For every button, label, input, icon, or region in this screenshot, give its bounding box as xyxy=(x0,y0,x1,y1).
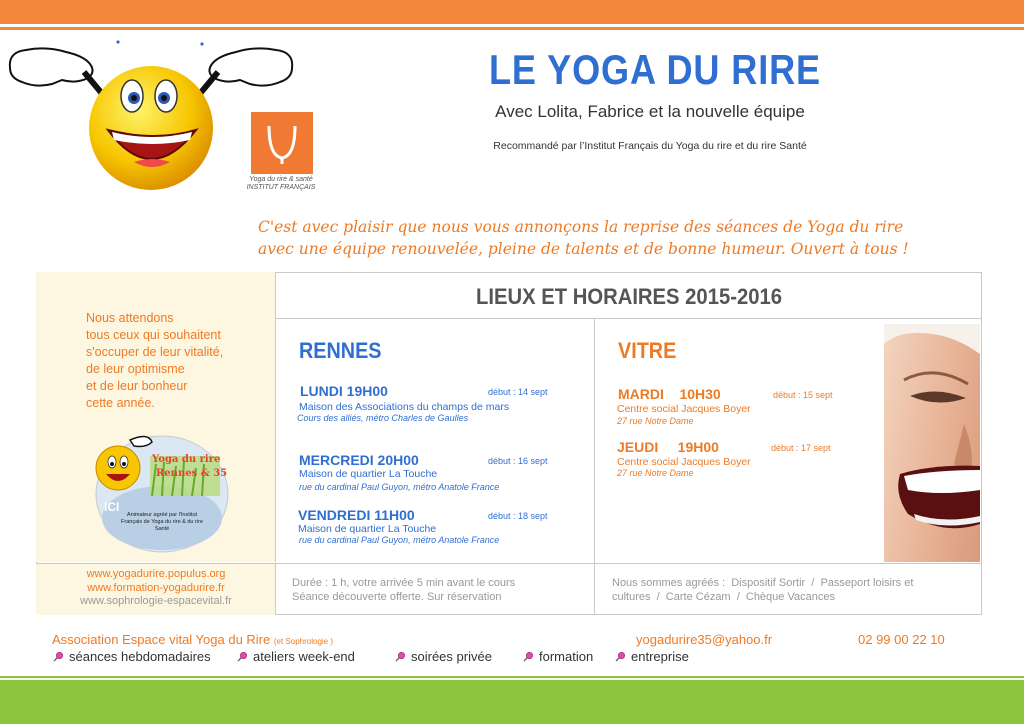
session-start: début : 17 sept xyxy=(771,443,831,453)
session-place: Centre social Jacques Boyer xyxy=(617,456,751,468)
top-orange-line xyxy=(0,27,1024,30)
link-populus[interactable]: www.yogadurire.populus.org xyxy=(86,568,226,580)
session-street: 27 rue Notre Dame xyxy=(617,468,694,478)
activity-label: entreprise xyxy=(631,649,689,664)
activity-label: soirées privée xyxy=(411,649,492,664)
duration-line-1: Durée : 1 h, votre arrivée 5 min avant le cours xyxy=(292,577,516,589)
laughing-face-icon xyxy=(884,324,980,562)
contact-phone[interactable]: 02 99 00 22 10 xyxy=(858,632,945,647)
session-slot: JEUDI 19H00 xyxy=(617,439,719,455)
approvals-line-2: cultures / Carte Cézam / Chèque Vacances xyxy=(612,591,835,603)
pin-icon xyxy=(52,651,64,663)
web-links xyxy=(36,568,276,609)
activity-label: séances hebdomadaires xyxy=(69,649,211,664)
welcome-line: et de leur bonheur xyxy=(86,379,188,393)
session-place: Maison des Associations du champs de mars xyxy=(299,401,510,413)
activity-item xyxy=(614,649,689,664)
activity-label: ateliers week-end xyxy=(253,649,355,664)
duration-line-2: Séance découverte offerte. Sur réservation xyxy=(292,591,502,603)
divider xyxy=(276,318,982,319)
session-slot: MERCREDI 20H00 xyxy=(299,452,419,468)
schedule-title: LIEUX ET HORAIRES 2015-2016 xyxy=(476,284,782,309)
intro-line-2: avec une équipe renouvelée, pleine de talents et de bonne humeur. Ouvert à tous ! xyxy=(258,240,909,258)
link-sophrologie[interactable]: www.sophrologie-espacevital.fr xyxy=(80,595,232,607)
session-place: Maison de quartier La Touche xyxy=(299,468,438,480)
activity-item xyxy=(52,649,211,664)
session-place: Maison de quartier La Touche xyxy=(298,523,437,535)
badge-emblem-icon xyxy=(90,428,230,554)
pin-icon xyxy=(394,651,406,663)
welcome-line: s'occuper de leur vitalité, xyxy=(86,345,224,359)
activity-item xyxy=(522,649,593,664)
rennes-badge xyxy=(90,428,230,554)
contact-email[interactable]: yogadurire35@yahoo.fr xyxy=(636,632,773,647)
session-street: rue du cardinal Paul Guyon, métro Anatole France xyxy=(299,482,500,492)
institut-logo xyxy=(246,110,316,196)
session-start: début : 18 sept xyxy=(488,511,548,521)
city-vitre: VITRE xyxy=(618,338,677,363)
welcome-line: Nous attendons xyxy=(86,311,174,325)
logo-caption-1: Yoga du rire & santé xyxy=(249,176,313,183)
intro-line-1: C'est avec plaisir que nous vous annonçons la reprise des séances de Yoga du rire xyxy=(258,218,904,236)
welcome-line: de leur optimisme xyxy=(86,362,185,376)
activity-label: formation xyxy=(539,649,594,664)
badge-text: Animateur agréé par l'Institut Français de Yoga du rire & du rire Santé xyxy=(121,512,203,532)
link-formation[interactable]: www.formation-yogadurire.fr xyxy=(87,581,225,594)
badge-subtitle: Rennes & 35 xyxy=(156,468,228,479)
divider xyxy=(594,318,595,563)
approvals-line-1: Nous sommes agréés : Dispositif Sortir / Passeport loisirs et xyxy=(612,577,914,589)
yoga-y-icon xyxy=(263,122,301,166)
city-rennes: RENNES xyxy=(299,338,382,363)
laughing-woman-photo xyxy=(884,324,980,562)
welcome-line: cette année. xyxy=(86,396,155,410)
session-start: début : 16 sept xyxy=(488,456,548,466)
session-street: Cours des alliés, métro Charles de Gaulles xyxy=(297,413,469,423)
page-subtitle: Avec Lolita, Fabrice et la nouvelle équipe xyxy=(495,102,805,121)
activity-item xyxy=(236,649,355,664)
session-slot: VENDREDI 11H00 xyxy=(298,507,415,523)
recommendation-text: Recommandé par l’Institut Français du Yoga du rire et du rire Santé xyxy=(493,140,807,152)
welcome-line: tous ceux qui souhaitent xyxy=(86,328,221,342)
association-label: Association Espace vital Yoga du Rire xyxy=(52,632,271,647)
activity-item xyxy=(394,649,492,664)
logo-caption-2: INSTITUT FRANÇAIS xyxy=(246,184,316,191)
session-street: 27 rue Notre Dame xyxy=(617,416,694,426)
bottom-green-band xyxy=(0,680,1024,724)
top-orange-band xyxy=(0,0,1024,24)
divider xyxy=(276,563,982,564)
bottom-green-line xyxy=(0,676,1024,678)
pin-icon xyxy=(236,651,248,663)
divider xyxy=(594,563,595,615)
badge-title: Yoga du rire xyxy=(152,454,221,465)
badge-ici: ICI xyxy=(104,500,120,514)
session-start: début : 14 sept xyxy=(488,387,548,397)
association-note: (et Sophrologie ) xyxy=(273,637,334,646)
session-place: Centre social Jacques Boyer xyxy=(617,403,751,415)
page-title: LE YOGA DU RIRE xyxy=(488,46,822,93)
duration-info xyxy=(292,576,592,604)
pin-icon xyxy=(614,651,626,663)
session-slot: LUNDI 19H00 xyxy=(300,383,388,399)
association-name xyxy=(52,632,333,647)
approvals-info xyxy=(612,576,932,604)
welcome-text xyxy=(86,310,266,412)
session-street: rue du cardinal Paul Guyon, métro Anatole France xyxy=(299,535,500,545)
session-slot: MARDI 10H30 xyxy=(618,386,721,402)
pin-icon xyxy=(522,651,534,663)
session-start: début : 15 sept xyxy=(773,390,833,400)
intro-text xyxy=(258,216,998,260)
